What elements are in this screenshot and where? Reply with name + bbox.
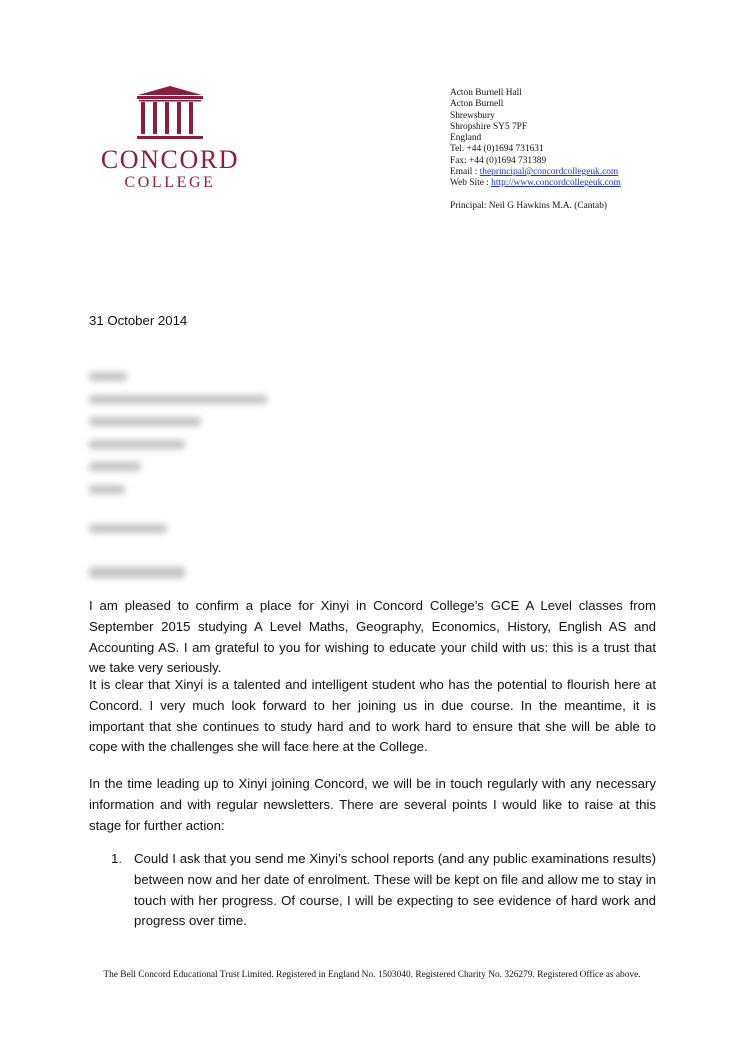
letter-paragraph: In the time leading up to Xinyi joining Concord, we will be in touch regularly with any necessary information and with regular newsletters. There are several points I would like to raise at this stage for further action: [89,776,656,833]
letter-date: 31 October 2014 [89,313,188,328]
fax-line: Fax: +44 (0)1694 731389 [450,155,547,166]
website-label: Web Site : [450,178,492,189]
list-item-number: 1. [111,851,122,866]
redacted-reference [89,524,167,547]
address-line: Acton Burnell [450,99,504,110]
address-line: Shropshire SY5 7PF [450,121,528,132]
college-logo [86,86,254,190]
list-item [89,849,656,932]
letter-paragraph: I am pleased to confirm a place for Xinyi in Concord College’s GCE A Level classes from September 2015 studying A Level Maths, Geography, Economics, History, English AS and Accounting AS. I am grateful to you for wishing to educate your child with us: this is a trust that we take very seriously. [89,598,656,676]
action-points-list [89,849,656,932]
logo-sub-text: COLLEGE [124,174,216,191]
redacted-salutation [89,567,185,592]
logo-main-text: CONCORD [100,145,240,174]
letter-paragraph: It is clear that Xinyi is a talented and intelligent student who has the potential to flourish here at Concord. I very much look forward to her joining us in due course. In the meantime, it is important that she continues to study hard and to work hard to ensure that she will be able to cope with the challenges she will face here at the College. [89,677,656,755]
website-line [450,178,720,189]
address-line: Shrewsbury [450,110,495,121]
address-line: England [450,133,482,144]
list-item-text: Could I ask that you send me Xinyi’s school reports (and any public examinations results) between now and her date of enrolment. These will be kept on file and allow me to stay in touch with her progress. Of course, I will be expecting to see evidence of hard work and progress over time. [134,851,656,929]
email-link[interactable]: theprincipal@concordcollegeuk.com [479,167,619,178]
phone-line: Tel. +44 (0)1694 731631 [450,144,544,155]
address-line: Acton Burnell Hall [450,88,522,98]
website-link[interactable]: http://www.concordcollegeuk.com [491,178,621,189]
college-address [450,88,720,212]
logo-wordmark [86,146,254,192]
redacted-recipient-address [89,372,267,507]
page-footer: The Bell Concord Educational Trust Limited. Registered in England No. 1503040. Registered Charity No. 326279. Registered Office as above. [103,970,641,980]
email-label: Email : [450,167,480,178]
portico-icon [136,86,204,142]
email-line [450,167,720,178]
principal-line: Principal: Neil G Hawkins M.A. (Cantab) [450,200,608,211]
